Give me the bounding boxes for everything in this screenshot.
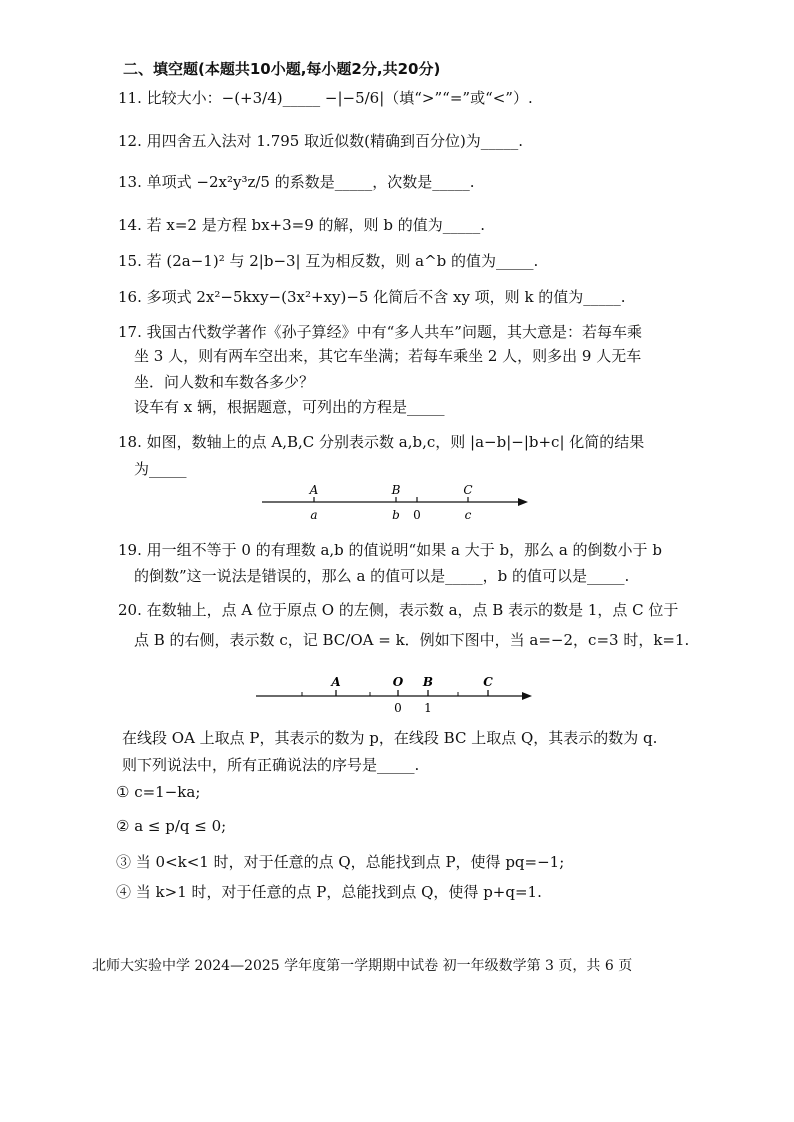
question-16: 16. 多项式 2x²−5kxy−(3x²+xy)−5 化简后不含 xy 项，则 k 的值为_____.: [118, 288, 626, 306]
question-20-option-2: ② a ≤ p/q ≤ 0;: [116, 817, 227, 835]
q20-point-b: [422, 675, 433, 715]
question-17-line-4: 设车有 x 辆，根据题意，可列出的方程是_____: [134, 398, 445, 416]
q20-point-c: [483, 675, 493, 696]
svg-text:A: A: [331, 675, 341, 689]
q18-number-line: [262, 482, 542, 524]
question-15: 15. 若 (2a−1)² 与 2|b−3| 互为相反数，则 a^b 的值为_____.: [118, 252, 539, 270]
question-20-option-4: ④ 当 k>1 时，对于任意的点 P，总能找到点 Q，使得 p+q=1.: [116, 883, 542, 901]
question-12: 12. 用四舍五入法对 1.795 取近似数(精确到百分位)为_____.: [118, 132, 524, 150]
svg-text:O: O: [392, 675, 404, 689]
q20-point-a: [330, 675, 340, 696]
question-18-line-2: 为_____: [134, 460, 187, 478]
svg-text:A: A: [309, 483, 319, 497]
q20-axis-arrow: [522, 692, 532, 700]
section-title: 二、填空题(本题共10小题,每小题2分,共20分): [123, 60, 441, 78]
question-20-line-1: 20. 在数轴上，点 A 位于原点 O 的左侧，表示数 a，点 B 表示的数是 1，点 C 位于: [118, 601, 679, 619]
q20-number-line: [252, 672, 542, 718]
question-18-line-1: 18. 如图，数轴上的点 A,B,C 分别表示数 a,b,c，则 |a−b|−|b+c| 化简的结果: [118, 433, 645, 451]
question-20-line-2: 点 B 的右侧，表示数 c，记 BC/OA = k．例如下图中，当 a=−2，c=3 时，k=1.: [134, 631, 690, 649]
svg-text:0: 0: [413, 508, 421, 522]
question-20-option-3: ③ 当 0<k<1 时，对于任意的点 Q，总能找到点 P，使得 pq=−1;: [116, 853, 565, 871]
page-footer: 北师大实验中学 2024—2025 学年度第一学期期中试卷 初一年级数学第 3 页，共 6 页: [92, 958, 633, 974]
q18-origin: [413, 497, 421, 522]
q20-point-o: [393, 675, 404, 715]
question-20-line-4: 则下列说法中，所有正确说法的序号是_____.: [122, 756, 420, 774]
svg-text:B: B: [422, 675, 434, 689]
question-17-line-3: 坐．问人数和车数各多少？: [134, 373, 315, 391]
question-17-line-1: 17. 我国古代数学著作《孙子算经》中有“多人共车”问题，其大意是：若每车乘: [118, 323, 642, 341]
question-13: 13. 单项式 −2x²y³z/5 的系数是_____，次数是_____.: [118, 173, 475, 191]
svg-text:C: C: [483, 675, 493, 689]
svg-text:b: b: [392, 508, 400, 522]
question-14: 14. 若 x=2 是方程 bx+3=9 的解，则 b 的值为_____.: [118, 216, 485, 234]
svg-text:0: 0: [394, 701, 402, 715]
svg-text:c: c: [464, 508, 472, 522]
question-17-line-2: 坐 3 人，则有两车空出来，其它车坐满；若每车乘坐 2 人，则多出 9 人无车: [134, 347, 642, 365]
svg-text:a: a: [310, 508, 318, 522]
question-20-option-1: ① c=1−ka;: [116, 783, 201, 801]
svg-text:B: B: [391, 483, 401, 497]
svg-text:1: 1: [424, 701, 432, 715]
svg-text:C: C: [463, 483, 473, 497]
question-19-line-2: 的倒数”这一说法是错误的，那么 a 的值可以是_____，b 的值可以是_____.: [134, 567, 630, 585]
question-20-line-3: 在线段 OA 上取点 P，其表示的数为 p，在线段 BC 上取点 Q，其表示的数为 q.: [122, 729, 658, 747]
question-19-line-1: 19. 用一组不等于 0 的有理数 a,b 的值说明“如果 a 大于 b，那么 a 的倒数小于 b: [118, 541, 662, 559]
question-11: 11. 比较大小：−(+3/4)_____ −|−5/6|（填“>”“=”或“<”）.: [118, 89, 533, 107]
q18-axis-arrow: [518, 498, 528, 506]
